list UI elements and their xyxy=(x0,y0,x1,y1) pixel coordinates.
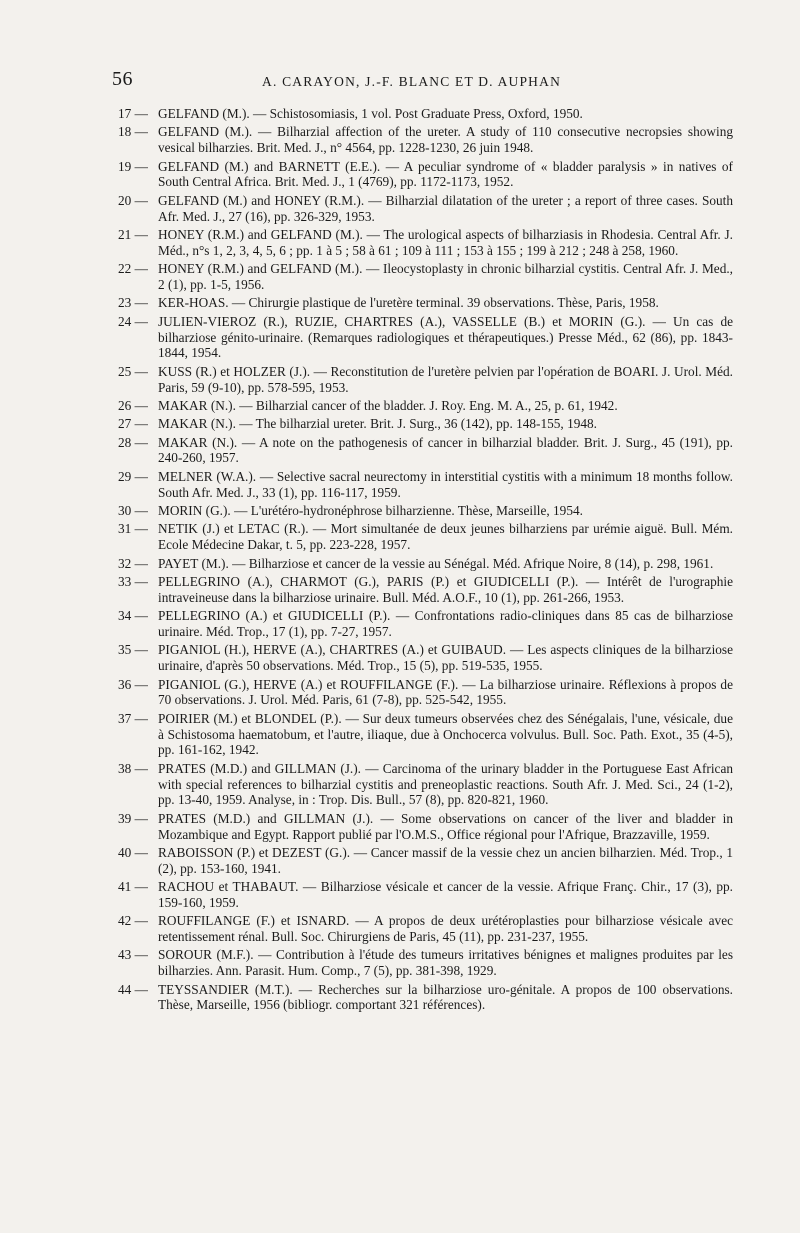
reference-list xyxy=(118,106,733,1016)
reference-text: GELFAND (M.). — Bilharzial affection of the ureter. A study of 110 consecutive necropsies showing vesical bilharzies. Brit. Med. J., n° 4564, pp. 1228-1230, 26 juin 1948. xyxy=(158,124,733,156)
reference-text: RABOISSON (P.) et DEZEST (G.). — Cancer massif de la vessie chez un ancien bilharzien. Méd. Trop., 1 (2), pp. 153-160, 1941. xyxy=(158,844,733,876)
reference-number: 42 — xyxy=(118,913,148,929)
reference-item xyxy=(118,608,733,640)
reference-number: 33 — xyxy=(118,574,148,590)
reference-item xyxy=(118,295,733,311)
reference-number: 21 — xyxy=(118,226,148,242)
running-head: A. CARAYON, J.-F. BLANC ET D. AUPHAN xyxy=(262,74,562,89)
reference-item xyxy=(118,124,733,156)
reference-text: PRATES (M.D.) and GILLMAN (J.). — Carcinoma of the urinary bladder in the Portuguese East African with special references to bilharzial cystitis and preneoplastic reactions. South Afr. J. Med. Sci., 24 (1-2), pp. 13-40, 1959. Analyse, in : Trop. Dis. Bull., 57 (8), pp. 820-821, 1960. xyxy=(158,760,733,808)
reference-text: MAKAR (N.). — Bilharzial cancer of the bladder. J. Roy. Eng. M. A., 25, p. 61, 1942. xyxy=(158,397,618,413)
reference-item xyxy=(118,261,733,293)
reference-number: 22 — xyxy=(118,261,148,277)
reference-item xyxy=(118,574,733,606)
reference-text: GELFAND (M.). — Schistosomiasis, 1 vol. Post Graduate Press, Oxford, 1950. xyxy=(158,106,583,121)
reference-item xyxy=(118,677,733,709)
reference-item xyxy=(118,845,733,877)
reference-number: 17 — xyxy=(118,106,148,121)
reference-item xyxy=(118,913,733,945)
reference-number: 43 — xyxy=(118,947,148,963)
reference-item xyxy=(118,193,733,225)
reference-number: 26 — xyxy=(118,397,148,413)
reference-text: MORIN (G.). — L'urétéro-hydronéphrose bilharzienne. Thèse, Marseille, 1954. xyxy=(158,503,583,519)
reference-text: PAYET (M.). — Bilharziose et cancer de la vessie au Sénégal. Méd. Afrique Noire, 8 (14), p. 298, 1961. xyxy=(158,555,714,571)
reference-text: GELFAND (M.) and HONEY (R.M.). — Bilharzial dilatation of the ureter ; a report of three cases. South Afr. Med. J., 27 (16), pp. 326-329, 1953. xyxy=(158,192,733,224)
reference-text: PELLEGRINO (A.), CHARMOT (G.), PARIS (P.) et GIUDICELLI (P.). — Intérêt de l'urographie intraveineuse dans la bilharziose urinaire. Bull. Méd. A.O.F., 10 (1), pp. 261-266, 1953. xyxy=(158,574,733,605)
reference-item xyxy=(118,947,733,979)
reference-text: KER-HOAS. — Chirurgie plastique de l'uretère terminal. 39 observations. Thèse, Paris, 1958. xyxy=(158,295,659,311)
reference-item xyxy=(118,761,733,808)
reference-number: 30 — xyxy=(118,503,148,519)
reference-text: JULIEN-VIEROZ (R.), RUZIE, CHARTRES (A.), VASSELLE (B.) et MORIN (G.). — Un cas de bilharziose génito-urinaire. (Remarques radiologiques et thérapeutiques.) Presse Méd., 62 (86), pp. 1843-1844, 1954. xyxy=(158,313,733,361)
reference-text: PELLEGRINO (A.) et GIUDICELLI (P.). — Confrontations radio-cliniques dans 85 cas de bilharziose urinaire. Méd. Trop., 17 (1), pp. 7-27, 1957. xyxy=(158,608,733,639)
reference-text: PIGANIOL (G.), HERVE (A.) et ROUFFILANGE (F.). — La bilharziose urinaire. Réflexions à propos de 70 observations. J. Urol. Méd. Paris, 61 (7-8), pp. 525-542, 1955. xyxy=(158,676,733,708)
reference-number: 25 — xyxy=(118,363,148,379)
reference-number: 23 — xyxy=(118,295,148,311)
reference-item xyxy=(118,159,733,191)
reference-text: NETIK (J.) et LETAC (R.). — Mort simultanée de deux jeunes bilharziens par urémie aiguë. Bull. Mém. Ecole Médecine Dakar, t. 5, pp. 223-228, 1957. xyxy=(158,521,733,553)
reference-text: PRATES (M.D.) and GILLMAN (J.). — Some observations on cancer of the liver and bladder in Mozambique and Egypt. Rapport publié par l'O.M.S., Office régional pour l'Afrique, Brazzaville, 1959. xyxy=(158,810,733,842)
reference-number: 37 — xyxy=(118,710,148,726)
reference-item xyxy=(118,398,733,414)
reference-number: 20 — xyxy=(118,192,148,208)
reference-text: SOROUR (M.F.). — Contribution à l'étude des tumeurs irritatives bénignes et malignes produites par les bilharzies. Ann. Parasit. Hum. Comp., 7 (5), pp. 381-398, 1929. xyxy=(158,947,733,979)
reference-number: 41 — xyxy=(118,879,148,895)
reference-item xyxy=(118,711,733,758)
reference-item xyxy=(118,503,733,519)
reference-number: 39 — xyxy=(118,810,148,826)
reference-text: MAKAR (N.). — The bilharzial ureter. Brit. J. Surg., 36 (142), pp. 148-155, 1948. xyxy=(158,416,597,432)
reference-text: MELNER (W.A.). — Selective sacral neurectomy in interstitial cystitis with a minimum 18 months follow. South Afr. Med. J., 33 (1), pp. 116-117, 1959. xyxy=(158,468,733,500)
reference-number: 19 — xyxy=(118,158,148,174)
reference-text: HONEY (R.M.) and GELFAND (M.). — The urological aspects of bilharziasis in Rhodesia. Central Afr. J. Méd., n°s 1, 2, 3, 4, 5, 6 ; pp. 1 à 5 ; 58 à 61 ; 109 à 111 ; 153 à 155 ; 199 à 212 ; 248 à 258, 1960. xyxy=(158,226,733,258)
reference-number: 35 — xyxy=(118,642,148,658)
reference-item xyxy=(118,521,733,553)
reference-number: 40 — xyxy=(118,844,148,860)
reference-text: PIGANIOL (H.), HERVE (A.), CHARTRES (A.) et GUIBAUD. — Les aspects cliniques de la bilharziose urinaire, d'après 50 observations. Méd. Trop., 15 (5), pp. 519-535, 1955. xyxy=(158,642,733,674)
reference-text: RACHOU et THABAUT. — Bilharziose vésicale et cancer de la vessie. Afrique Franç. Chir., 17 (3), pp. 159-160, 1959. xyxy=(158,879,733,910)
page-number: 56 xyxy=(112,68,133,90)
reference-number: 31 — xyxy=(118,521,148,537)
reference-item xyxy=(118,364,733,396)
reference-number: 34 — xyxy=(118,608,148,624)
reference-item xyxy=(118,106,733,122)
reference-item xyxy=(118,314,733,361)
reference-number: 27 — xyxy=(118,416,148,432)
reference-number: 18 — xyxy=(118,124,148,140)
reference-number: 29 — xyxy=(118,468,148,484)
reference-text: KUSS (R.) et HOLZER (J.). — Reconstitution de l'uretère pelvien par l'opération de BOARI. J. Urol. Méd. Paris, 59 (9-10), pp. 578-595, 1953. xyxy=(158,363,733,395)
reference-text: POIRIER (M.) et BLONDEL (P.). — Sur deux tumeurs observées chez des Sénégalais, l'une, vésicale, due à Schistosoma haematobum, et l'autre, iliaque, due à Onchocerca volvulus. Bull. Soc. Path. Exot., 35 (4-5), pp. 161-162, 1942. xyxy=(158,710,733,758)
reference-number: 36 — xyxy=(118,676,148,692)
reference-number: 24 — xyxy=(118,313,148,329)
reference-text: HONEY (R.M.) and GELFAND (M.). — Ileocystoplasty in chronic bilharzial cystitis. Central Afr. J. Med., 2 (1), pp. 1-5, 1956. xyxy=(158,261,733,292)
reference-item xyxy=(118,227,733,259)
reference-text: MAKAR (N.). — A note on the pathogenesis of cancer in bilharzial bladder. Brit. J. Surg., 45 (191), pp. 240-260, 1957. xyxy=(158,434,733,466)
reference-item xyxy=(118,642,733,674)
reference-item xyxy=(118,416,733,432)
reference-number: 28 — xyxy=(118,434,148,450)
reference-item xyxy=(118,982,733,1014)
reference-text: ROUFFILANGE (F.) et ISNARD. — A propos de deux urétéroplasties pour bilharziose vésicale avec retentissement rénal. Bull. Soc. Chirurgiens de Paris, 45 (11), pp. 231-237, 1955. xyxy=(158,913,733,945)
reference-number: 38 — xyxy=(118,760,148,776)
page-header xyxy=(112,68,732,98)
reference-number: 44 — xyxy=(118,981,148,997)
reference-item xyxy=(118,556,733,572)
reference-number: 32 — xyxy=(118,555,148,571)
reference-text: GELFAND (M.) and BARNETT (E.E.). — A peculiar syndrome of « bladder paralysis » in natives of South Central Africa. Brit. Med. J., 1 (4769), pp. 1172-1173, 1952. xyxy=(158,158,733,190)
reference-text: TEYSSANDIER (M.T.). — Recherches sur la bilharziose uro-génitale. A propos de 100 observations. Thèse, Marseille, 1956 (bibliogr. comportant 321 références). xyxy=(158,981,733,1013)
reference-item xyxy=(118,879,733,911)
reference-item xyxy=(118,435,733,467)
reference-item xyxy=(118,811,733,843)
reference-item xyxy=(118,469,733,501)
